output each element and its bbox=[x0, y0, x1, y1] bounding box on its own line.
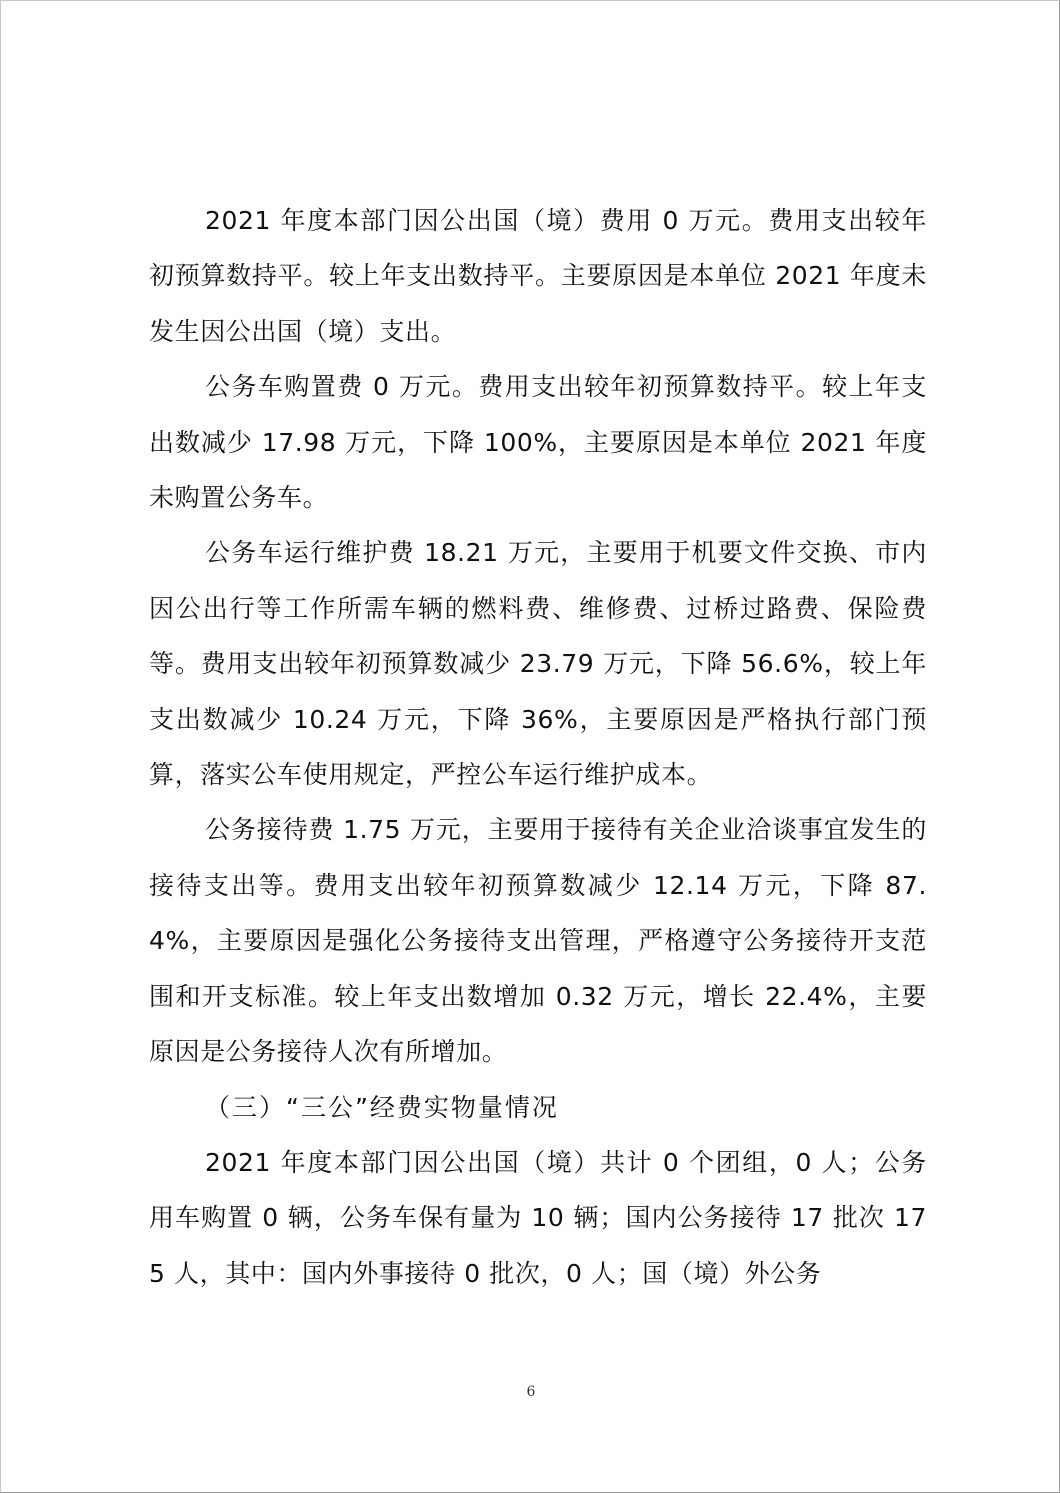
paragraph-overseas-expense: 2021 年度本部门因公出国（境）费用 0 万元。费用支出较年初预算数持平。较上年支出数持平。主要原因是本单位 2021 年度未发生因公出国（境）支出。 bbox=[149, 206, 927, 346]
paragraph-vehicle-maintenance: 公务车运行维护费 18.21 万元，主要用于机要文件交换、市内因公出行等工作所需车辆的燃料费、维修费、过桥过路费、保险费等。费用支出较年初预算数减少 23.79 万元，下降 56.6%，较上年支出数减少 10.24 万元，下降 36%，主要原因是严格执行部门预算，落实公车使用规定，严控公车运行维护成本。 bbox=[149, 538, 927, 790]
paragraph-reception-expense: 公务接待费 1.75 万元，主要用于接待有关企业洽谈事宜发生的接待支出等。费用支出较年初预算数减少 12.14 万元，下降 87.4%，主要原因是强化公务接待支出管理，严格遵守公务接待开支范围和开支标准。较上年支出数增加 0.32 万元，增长 22.4%，主要原因是公务接待人次有所增加。 bbox=[149, 815, 927, 1067]
section-heading-physical-quantity: （三）“三公”经费实物量情况 bbox=[205, 1092, 559, 1122]
page-number: 6 bbox=[526, 1384, 536, 1400]
paragraph-physical-quantity: 2021 年度本部门因公出国（境）共计 0 个团组，0 人；公务用车购置 0 辆，公务车保有量为 10 辆；国内公务接待 17 批次 175 人，其中：国内外事接待 0 批次，0 人；国（境）外公务 bbox=[149, 1147, 927, 1288]
paragraph-vehicle-purchase: 公务车购置费 0 万元。费用支出较年初预算数持平。较上年支出数减少 17.98 万元，下降 100%，主要原因是本单位 2021 年度未购置公务车。 bbox=[149, 372, 927, 513]
document-body bbox=[149, 193, 927, 1301]
